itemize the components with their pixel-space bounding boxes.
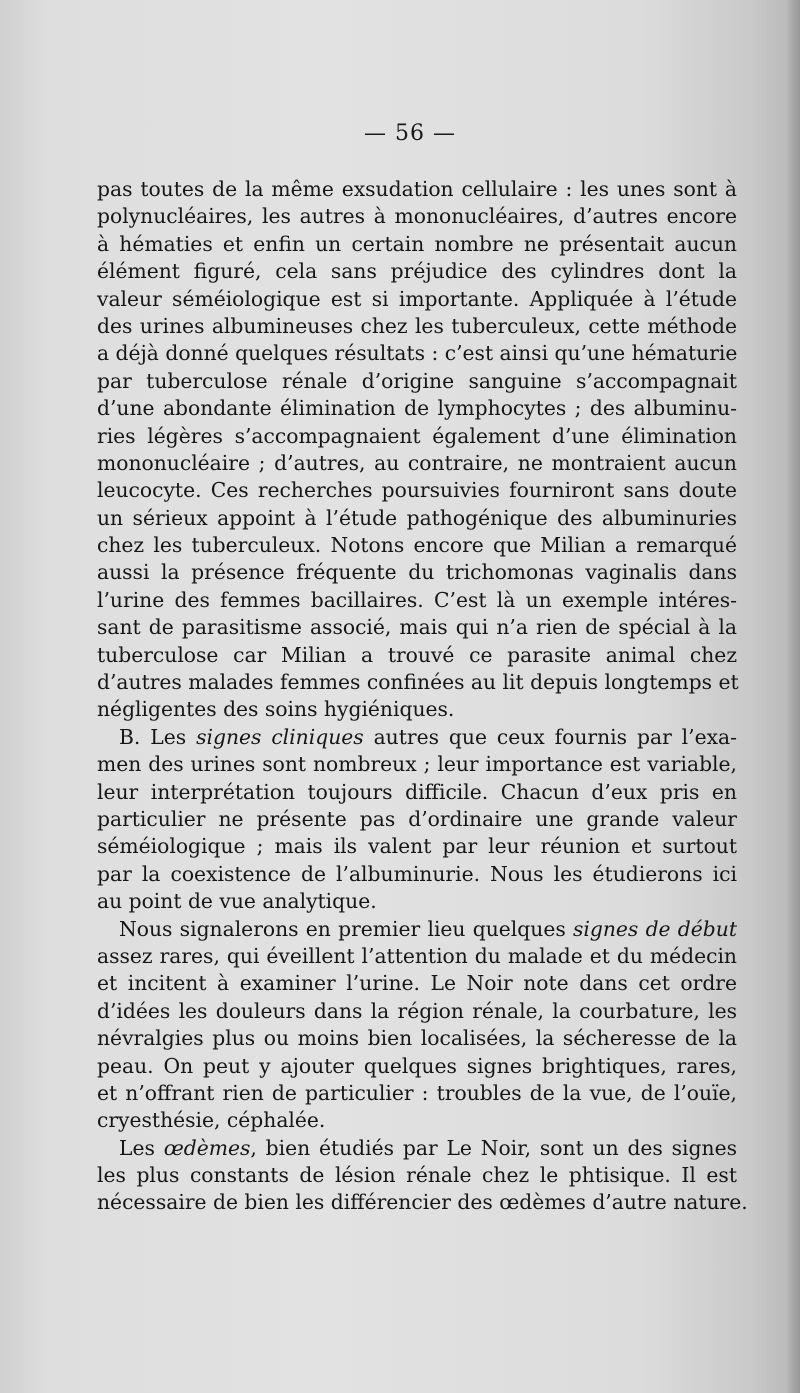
italic-term: signes cliniques — [196, 724, 364, 749]
text-line: men des urines sont nombreux ; leur importance est variable, — [97, 752, 737, 777]
text-line: peau. On peut y ajouter quelques signes brightiques, rares, — [97, 1053, 737, 1078]
text-line: a déjà donné quelques résultats : c’est ainsi qu’une hématurie — [97, 341, 738, 366]
page-spine-shadow — [786, 0, 800, 1393]
text-line: polynucléaires, les autres à mononucléaires, d’autres encore — [97, 204, 737, 229]
text-line: négligentes des soins hygiéniques. — [97, 697, 455, 722]
text-line: un sérieux appoint à l’étude pathogénique des albuminuries — [97, 505, 737, 530]
text-line: leur interprétation toujours difficile. Chacun d’eux pris en — [97, 779, 737, 804]
text-line: élément figuré, cela sans préjudice des cylindres dont la — [97, 259, 737, 284]
paragraph-oedemas — [97, 1135, 748, 1217]
text-line: d’une abondante élimination de lymphocytes ; des albuminu- — [97, 396, 737, 421]
paragraph-clinical-signs — [97, 724, 737, 916]
text-run: , bien étudiés par Le Noir, sont un des signes — [250, 1135, 737, 1160]
text-line-first — [97, 1135, 737, 1162]
text-line: par la coexistence de l’albuminurie. Nous les étudierons ici — [97, 861, 737, 886]
text-line-first — [97, 724, 737, 751]
text-line: leucocyte. Ces recherches poursuivies fourniront sans doute — [97, 478, 737, 503]
text-line: séméiologique ; mais ils valent par leur réunion et surtout — [97, 834, 737, 859]
text-line: et incitent à examiner l’urine. Le Noir note dans cet ordre — [97, 971, 737, 996]
paragraph-urine-cells — [97, 176, 737, 724]
text-line-first — [97, 916, 737, 943]
text-line: d’autres malades femmes confinées au lit depuis longtemps et — [97, 670, 739, 695]
text-line: cryesthésie, céphalée. — [97, 1108, 326, 1133]
text-line: valeur séméiologique est si importante. Appliquée à l’étude — [97, 286, 737, 311]
text-line: nécessaire de bien les différencier des œdèmes d’autre nature. — [97, 1190, 748, 1215]
text-run: Nous signalerons en premier lieu quelques — [119, 916, 573, 941]
text-line: au point de vue analytique. — [97, 889, 377, 914]
text-run: autres que ceux fournis par l’exa- — [363, 724, 737, 749]
text-line: particulier ne présente pas d’ordinaire une grande valeur — [97, 806, 737, 831]
text-run: B. Les — [119, 724, 197, 749]
text-line: d’idées les douleurs dans la région rénale, la courbature, les — [97, 998, 737, 1023]
text-line: et n’offrant rien de particulier : troubles de la vue, de l’ouïe, — [97, 1080, 737, 1105]
italic-term: signes de début — [572, 916, 737, 941]
text-line: mononucléaire ; d’autres, au contraire, ne montraient aucun — [97, 450, 737, 475]
text-line: ries légères s’accompagnaient également d’une élimination — [97, 423, 737, 448]
text-line: assez rares, qui éveillent l’attention du malade et du médecin — [97, 943, 737, 968]
text-line: par tuberculose rénale d’origine sanguine s’accompagnait — [97, 368, 737, 393]
text-line: aussi la présence fréquente du trichomonas vaginalis dans — [97, 560, 737, 585]
text-line: l’urine des femmes bacillaires. C’est là un exemple intéres- — [97, 587, 737, 612]
text-line: chez les tuberculeux. Notons encore que Milian a remarqué — [97, 533, 737, 558]
paragraph-early-signs — [97, 916, 737, 1135]
text-run: Les — [119, 1135, 164, 1160]
body-text — [97, 176, 748, 1217]
text-line: tuberculose car Milian a trouvé ce parasite animal chez — [97, 642, 737, 667]
italic-term: œdèmes — [163, 1135, 251, 1160]
text-line: les plus constants de lésion rénale chez le phtisique. Il est — [97, 1163, 737, 1188]
page-number: — 56 — — [364, 121, 456, 146]
text-line: névralgies plus ou moins bien localisées, la sécheresse de la — [97, 1026, 737, 1051]
text-line: des urines albumineuses chez les tuberculeux, cette méthode — [97, 313, 737, 338]
text-line: pas toutes de la même exsudation cellulaire : les unes sont à — [97, 177, 737, 201]
text-line: à hématies et enfin un certain nombre ne présentait aucun — [97, 231, 737, 256]
text-line: sant de parasitisme associé, mais qui n’a rien de spécial à la — [97, 615, 737, 640]
